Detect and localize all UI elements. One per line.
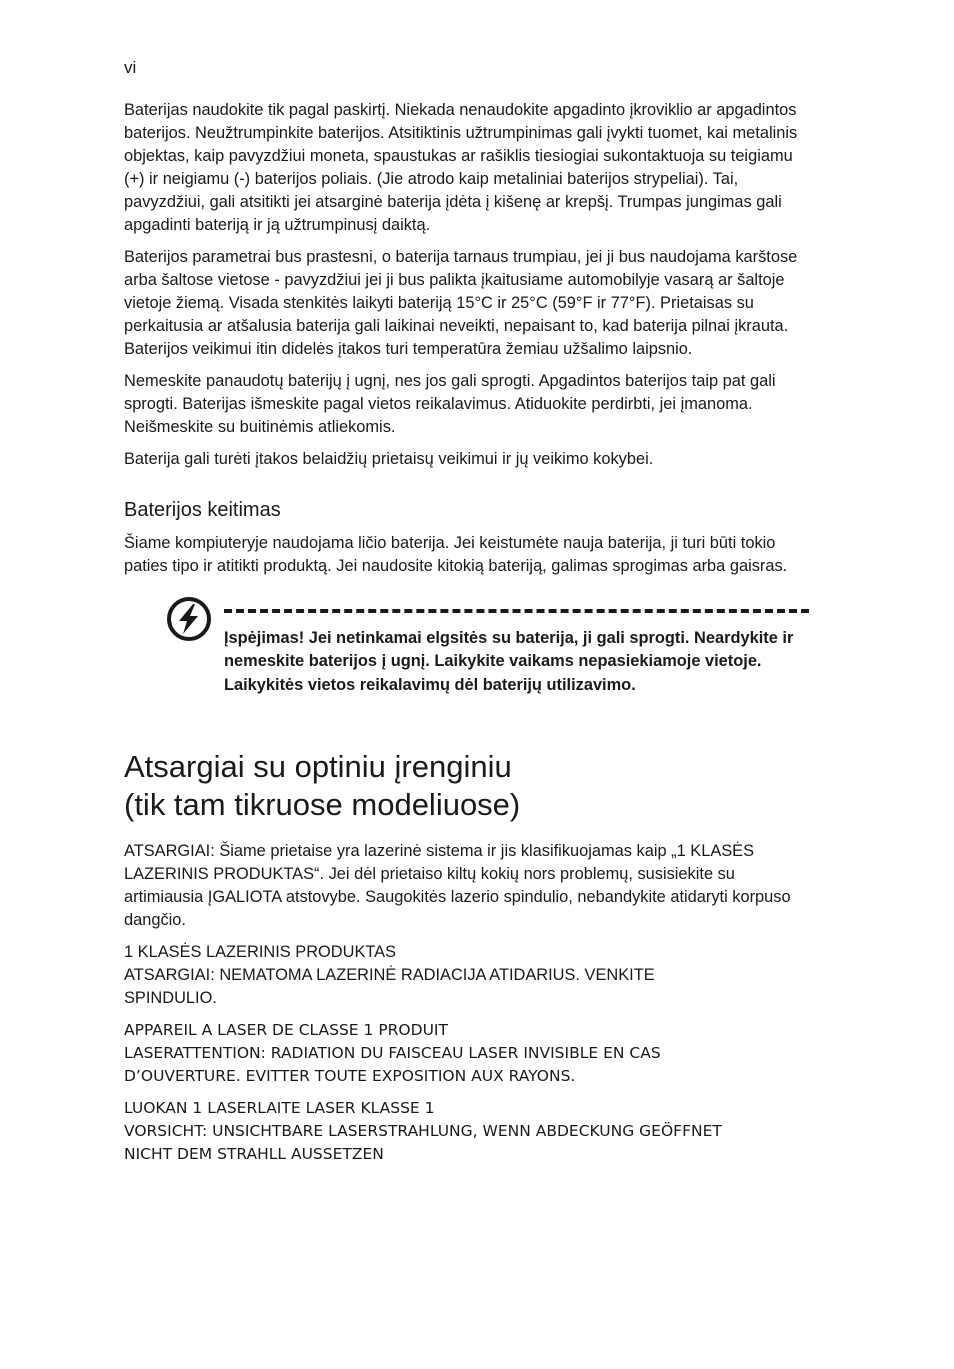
page-content [124,99,814,1175]
optical-heading [124,748,814,824]
fi-de-laser-label-line: VORSICHT: UNSICHTBARE LASERSTRAHLUNG, WENN ABDECKUNG GEÖFFNET [124,1122,722,1140]
warning-text: Įspėjimas! Jei netinkamai elgsitės su baterija, ji gali sprogti. Neardykite ir nemeskite baterijos į ugnį. Laikykite vaikams nepasiekiamoje vietoje. Laikykitės vietos reikalavimų dėl baterijų utilizavimo. [224,629,794,694]
warning-block [124,594,814,729]
fr-laser-label-line: LASERATTENTION: RADIATION DU FAISCEAU LASER INVISIBLE EN CAS [124,1044,661,1062]
battery-replacement-heading: Baterijos keitimas [124,499,281,521]
lt-laser-label-line: 1 KLASĖS LAZERINIS PRODUKTAS [124,943,397,961]
page-number: vi [124,58,137,77]
lightning-warning-icon [166,596,212,642]
battery-disposal-paragraph: Nemeskite panaudotų baterijų į ugnį, nes jos gali sprogti. Apgadintos baterijos taip pat gali sprogti. Baterijas išmeskite pagal vietos reikalavimus. Atiduokite perdirbti, jei įmanoma. Neišmeskite su buitinėmis atliekomis. [124,372,776,436]
battery-temperature-paragraph: Baterijos parametrai bus prastesni, o baterija tarnaus trumpiau, jei ji bus naudojama karštose arba šaltose vietose - pavyzdžiui jei ji bus palikta įkaitusiame automobilyje vasarą ar šaltoje vietoje žiemą. Visada stenkitės laikyti bateriją 15°C ir 25°C (59°F ir 77°F). Prietaisas su perkaitusia ar atšalusia baterija gali laikinai neveikti, nepaisant to, kad baterija pilnai įkrauta. Baterijos veikimui itin didelės įtakos turi temperatūra žemiau užšalimo laipsnio. [124,248,798,358]
battery-replacement-paragraph: Šiame kompiuteryje naudojama ličio baterija. Jei keistumėte nauja baterija, ji turi būti tokio paties tipo ir atitikti produktą. Jei naudosite kitokią bateriją, galimas sprogimas arba gaisras. [124,534,788,575]
fr-laser-label-line: APPAREIL A LASER DE CLASSE 1 PRODUIT [124,1021,448,1039]
warning-divider [224,609,809,613]
fr-laser-label-line: D’OUVERTURE. EVITTER TOUTE EXPOSITION AUX RAYONS. [124,1067,576,1085]
lt-laser-label-line: SPINDULIO. [124,989,217,1007]
battery-usage-paragraph: Baterijas naudokite tik pagal paskirtį. Niekada nenaudokite apgadinto įkroviklio ar apgadintos baterijos. Neužtrumpinkite baterijos. Atsitiktinis užtrumpinimas gali įvykti tuomet, kai metalinis objektas, kaip pavyzdžiui moneta, spaustukas ar rašiklis tiesiogiai sukontaktuoja su teigiamu (+) ir neigiamu (-) baterijos poliais. (Jie atrodo kaip metaliniai baterijos strypeliai). Tai, pavyzdžiui, gali atsitikti jei atsarginė baterija įdėta į kišenę ar krepšį. Trumpas jungimas gali apgadinti bateriją ir ją užtrumpinusį daiktą. [124,101,798,234]
optical-heading-line-2: (tik tam tikruose modeliuose) [124,787,521,822]
optical-caution-paragraph: ATSARGIAI: Šiame prietaise yra lazerinė sistema ir jis klasifikuojamas kaip „1 KLASĖS LAZERINIS PRODUKTAS“. Jei dėl prietaiso kiltų kokių nors problemų, susisiekite su artimiausia ĮGALIOTA atstovybe. Saugokitės lazerio spindulio, nebandykite atidaryti korpuso dangčio. [124,842,791,929]
fi-de-laser-label [124,1097,814,1166]
fr-laser-label [124,1019,814,1088]
optical-heading-line-1: Atsargiai su optiniu įrenginiu [124,749,512,784]
fi-de-laser-label-line: LUOKAN 1 LASERLAITE LASER KLASSE 1 [124,1099,435,1117]
battery-wireless-paragraph: Baterija gali turėti įtakos belaidžių prietaisų veikimui ir jų veikimo kokybei. [124,450,654,468]
fi-de-laser-label-line: NICHT DEM STRAHLL AUSSETZEN [124,1145,384,1163]
lt-laser-label [124,941,814,1010]
lt-laser-label-line: ATSARGIAI: NEMATOMA LAZERINĖ RADIACIJA ATIDARIUS. VENKITE [124,966,655,984]
